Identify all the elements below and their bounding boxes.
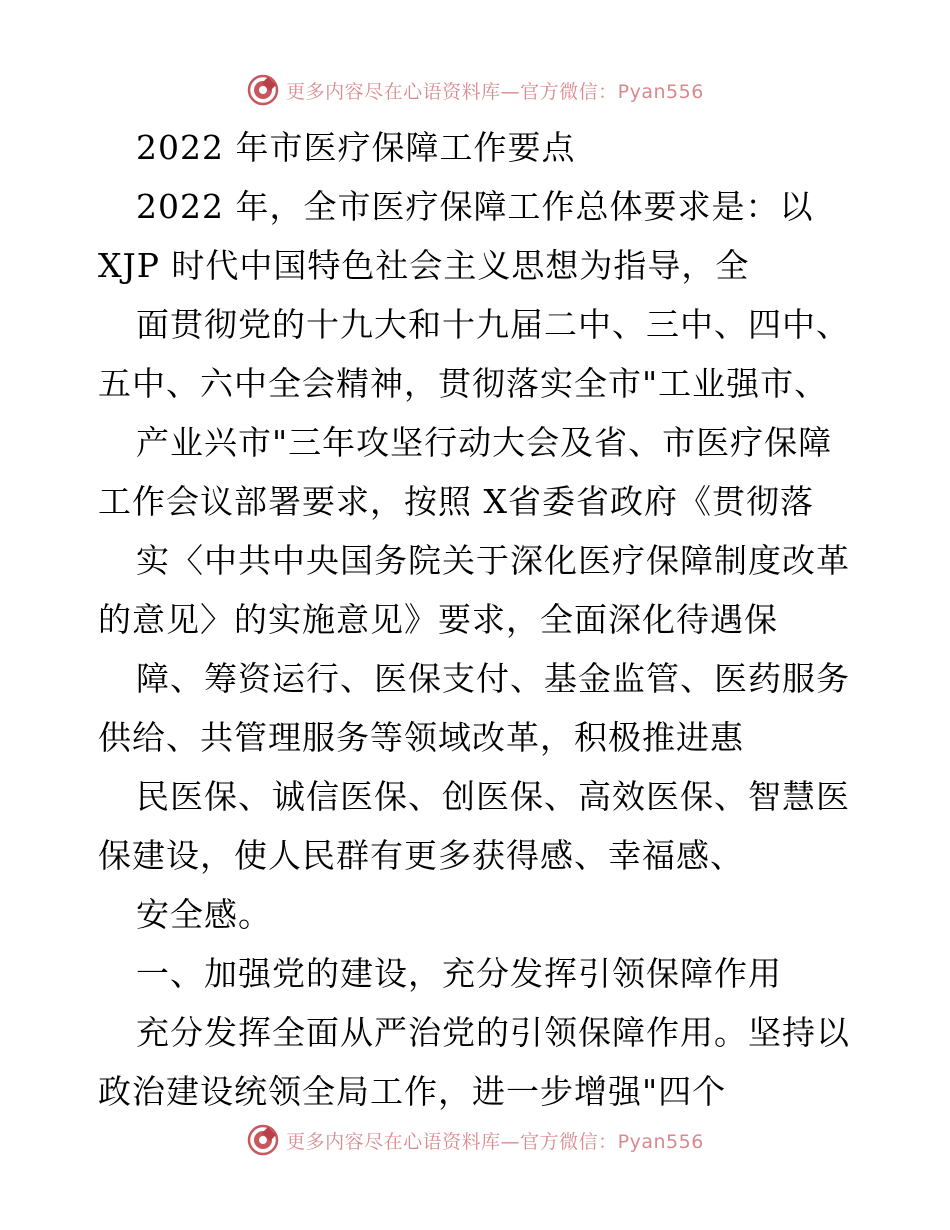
paragraph-line: 2022 年，全市医疗保障工作总体要求是：以 <box>136 187 814 226</box>
paragraph-line: 工作会议部署要求，按照 X省委省政府《贯彻落 <box>98 482 814 521</box>
paragraph-line: 供给、共管理服务等领域改革，积极推进惠 <box>98 718 744 757</box>
paragraph-line: 实〈中共中央国务院关于深化医疗保障制度改革 <box>136 541 850 580</box>
watermark-footer <box>0 1118 950 1162</box>
paragraph-line: 产业兴市"三年攻坚行动大会及省、市医疗保障 <box>136 423 833 462</box>
paragraph-line: 政治建设统领全局工作，进一步增强"四个 <box>98 1072 727 1111</box>
watermark-text: 更多内容尽在心语资料库—官方微信：Pyan556 <box>286 80 704 103</box>
document-title: 2022 年市医疗保障工作要点 <box>136 128 576 167</box>
paragraph-line: 充分发挥全面从严治党的引领保障作用。坚持以 <box>136 1013 850 1052</box>
watermark-text: 更多内容尽在心语资料库—官方微信：Pyan556 <box>286 1130 704 1153</box>
paragraph-line: 障、筹资运行、医保支付、基金监管、医药服务 <box>136 659 850 698</box>
paragraph-line: 面贯彻党的十九大和十九届二中、三中、四中、 <box>136 305 850 344</box>
section-heading: 一、加强党的建设，充分发挥引领保障作用 <box>136 954 782 993</box>
paragraph-line: 安全感。 <box>136 895 272 934</box>
paragraph-line: 五中、六中全会精神，贯彻落实全市"工业强市、 <box>98 364 829 403</box>
paragraph-line: 的意见〉的实施意见》要求，全面深化待遇保 <box>98 600 778 639</box>
paragraph-line: XJP 时代中国特色社会主义思想为指导，全 <box>98 246 750 285</box>
paragraph-line: 民医保、诚信医保、创医保、高效医保、智慧医 <box>136 777 850 816</box>
logo-icon <box>246 1123 280 1157</box>
paragraph-line: 保建设，使人民群有更多获得感、幸福感、 <box>98 836 744 875</box>
